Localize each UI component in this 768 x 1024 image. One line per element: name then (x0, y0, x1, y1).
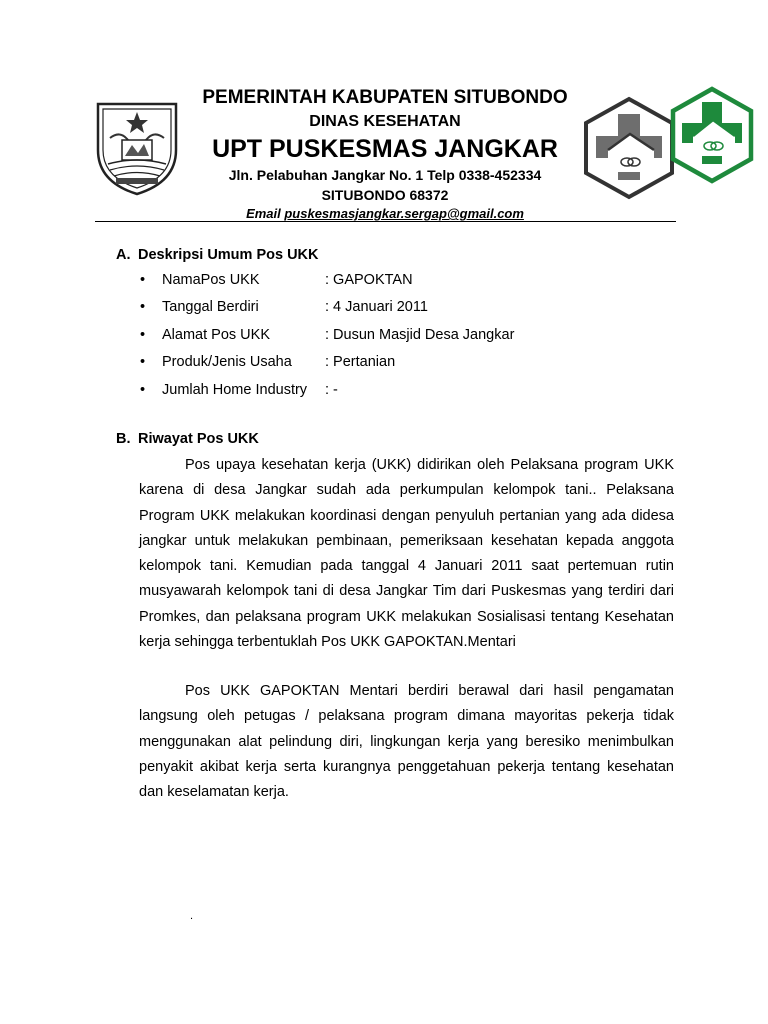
letterhead-city: SITUBONDO 68372 (321, 187, 449, 203)
paragraph-2-text: Pos UKK GAPOKTAN Mentari berdiri berawal dari hasil pengamatan langsung oleh petugas / pelaksana program dimana mayoritas pekerja tidak menggunakan alat pelindung diri, lingkungan kerja yang beresiko menimbulkan penyakit akibat kerja serta kurangnya penggetahuan pekerja tentang kesehatan dan keselamatan kerja. (139, 683, 674, 801)
footer-mark: . (190, 910, 194, 922)
letterhead-government: PEMERINTAH KABUPATEN SITUBONDO (202, 87, 568, 108)
list-item-value: : Pertanian (325, 354, 396, 371)
email-link[interactable]: puskesmasjangkar.sergap@gmail.com (284, 206, 524, 221)
letterhead-department: DINAS KESEHATAN (309, 113, 461, 130)
bullet-icon: • (140, 272, 146, 288)
bullet-icon: • (140, 326, 146, 343)
email-label: Email (246, 206, 285, 221)
section-a-number: A. (116, 247, 131, 263)
bullet-icon: • (140, 299, 146, 316)
paragraph-1-text: Pos upaya kesehatan kerja (UKK) didirikan oleh Pelaksana program UKK karena di desa Jangkar sudah ada perkumpulan kelompok tani.. Pelaksana Program UKK melakukan koordinasi dengan penyuluh pertanian yang ada didesa jangkar untuk melakukan pembinaan, pemeriksaan kesehatan kepada anggota kelompok tani. Kemudian pada tanggal 4 Januari 2011 saat pertemuan rutin musyawarah kelompok tani di desa Jangkar Tim dari Puskesmas yang terdiri dari Promkes, dan pelaksana program UKK melakukan Sosialisasi tentang Kesehatan kerja sehingga terbentuklah Pos UKK GAPOKTAN.Mentari (139, 457, 674, 651)
list-item-key: Jumlah Home Industry (162, 381, 308, 398)
list-item (138, 270, 514, 297)
list-item-value: : Dusun Masjid Desa Jangkar (325, 326, 515, 343)
section-a-heading (116, 247, 319, 263)
bullet-icon: • (140, 354, 146, 371)
list-item-key: Produk/Jenis Usaha (162, 354, 292, 371)
description-list (138, 270, 514, 407)
letterhead-institution: UPT PUSKESMAS JANGKAR (212, 135, 558, 163)
section-b-title: Riwayat Pos UKK (138, 431, 259, 447)
list-item-key: Tanggal Berdiri (162, 299, 259, 316)
list-item (138, 380, 514, 407)
section-b-number: B. (116, 431, 131, 447)
kabupaten-emblem-icon (92, 98, 182, 196)
list-item (138, 325, 514, 352)
puskesmas-green-logo-icon (669, 86, 755, 184)
letterhead-address: Jln. Pelabuhan Jangkar No. 1 Telp 0338-452334 (228, 167, 542, 183)
letterhead-email (170, 206, 600, 221)
letterhead-divider (95, 221, 676, 222)
history-paragraph-2 (139, 679, 674, 805)
section-b-heading (116, 431, 259, 447)
section-a-title: Deskripsi Umum Pos UKK (138, 247, 319, 263)
list-item-value: : - (325, 381, 338, 398)
list-item-key: NamaPos UKK (162, 272, 260, 288)
history-paragraph-1 (139, 453, 674, 655)
list-item-value: : GAPOKTAN (325, 272, 413, 288)
list-item-value: : 4 Januari 2011 (325, 299, 428, 316)
list-item (138, 297, 514, 324)
bullet-icon: • (140, 381, 146, 398)
list-item (138, 352, 514, 379)
list-item-key: Alamat Pos UKK (162, 326, 270, 343)
